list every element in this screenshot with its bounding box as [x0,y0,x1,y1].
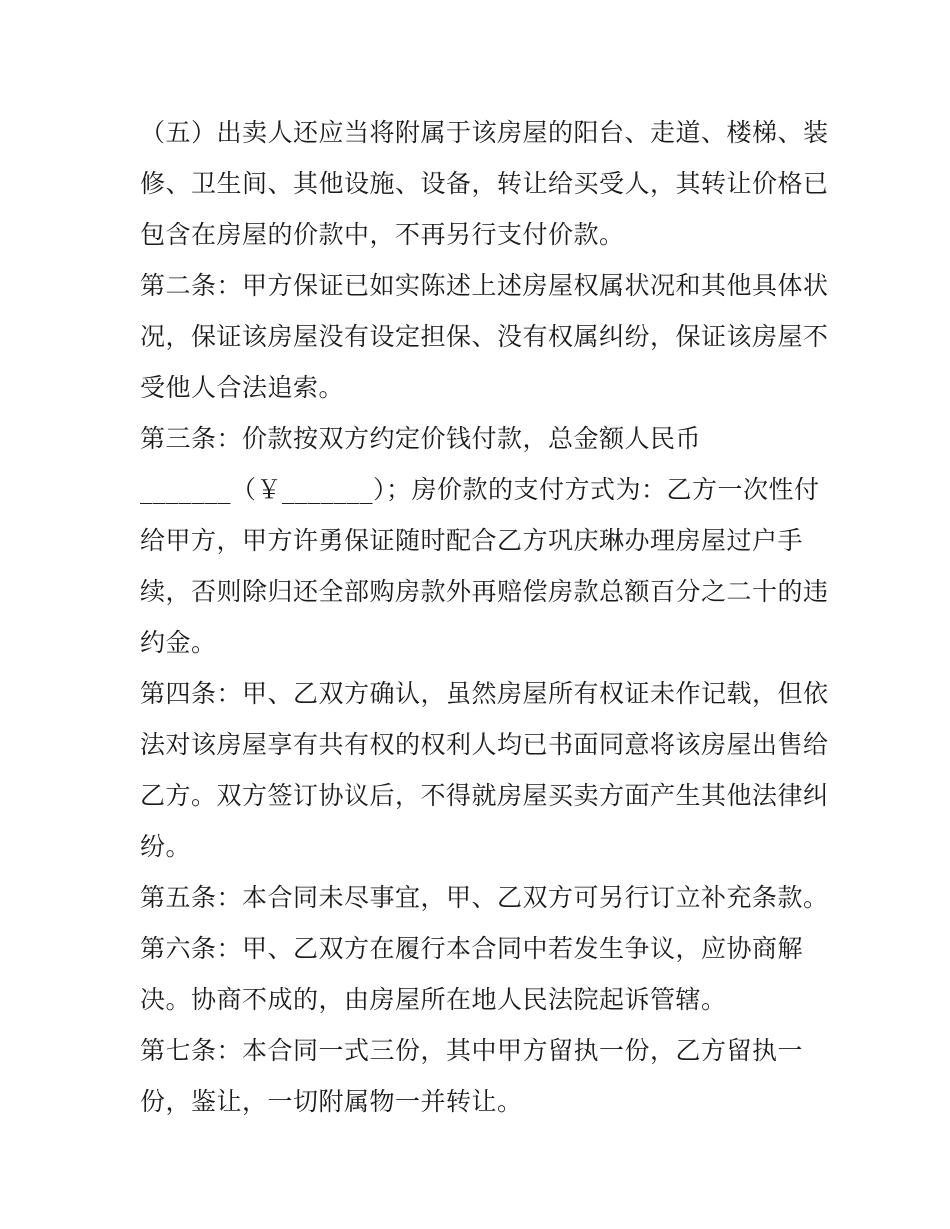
text-line: 纷。 [140,832,192,861]
text-line: 第三条：价款按双方约定价钱付款，总金额人民币 [140,424,702,453]
text-line: 份，鉴让，一切附属物一并转让。 [140,1087,523,1116]
text-line: 决。协商不成的，由房屋所在地人民法院起诉管辖。 [140,985,727,1014]
text-line: 受他人合法追索。 [140,373,345,402]
text-line: 约金。 [140,628,217,657]
text-line: 包含在房屋的价款中，不再另行支付价款。 [140,220,625,249]
text-line: 第七条：本合同一式三份，其中甲方留执一份，乙方留执一 [140,1036,804,1065]
text-line: 况，保证该房屋没有设定担保、没有权属纠纷，保证该房屋不 [140,322,829,351]
text-line: 乙方。双方签订协议后，不得就房屋买卖方面产生其他法律纠 [140,781,829,810]
text-line: 给甲方，甲方许勇保证随时配合乙方巩庆琳办理房屋过户手 [140,526,804,555]
document-page [140,107,829,1127]
text-line: 法对该房屋享有共有权的权利人均已书面同意将该房屋出售给 [140,730,829,759]
text-line: 续，否则除归还全部购房款外再赔偿房款总额百分之二十的违 [140,577,829,606]
text-line: 第二条：甲方保证已如实陈述上述房屋权属状况和其他具体状 [140,271,829,300]
text-line: _______（￥_______）；房价款的支付方式为：乙方一次性付 [140,475,820,504]
text-line: 第五条：本合同未尽事宜，甲、乙双方可另行订立补充条款。 [140,883,829,912]
text-line: （五）出卖人还应当将附属于该房屋的阳台、走道、楼梯、装 [140,118,829,147]
text-line: 修、卫生间、其他设施、设备，转让给买受人，其转让价格已 [140,169,829,198]
text-line: 第六条：甲、乙双方在履行本合同中若发生争议，应协商解 [140,934,804,963]
text-line: 第四条：甲、乙双方确认，虽然房屋所有权证未作记载，但依 [140,679,829,708]
